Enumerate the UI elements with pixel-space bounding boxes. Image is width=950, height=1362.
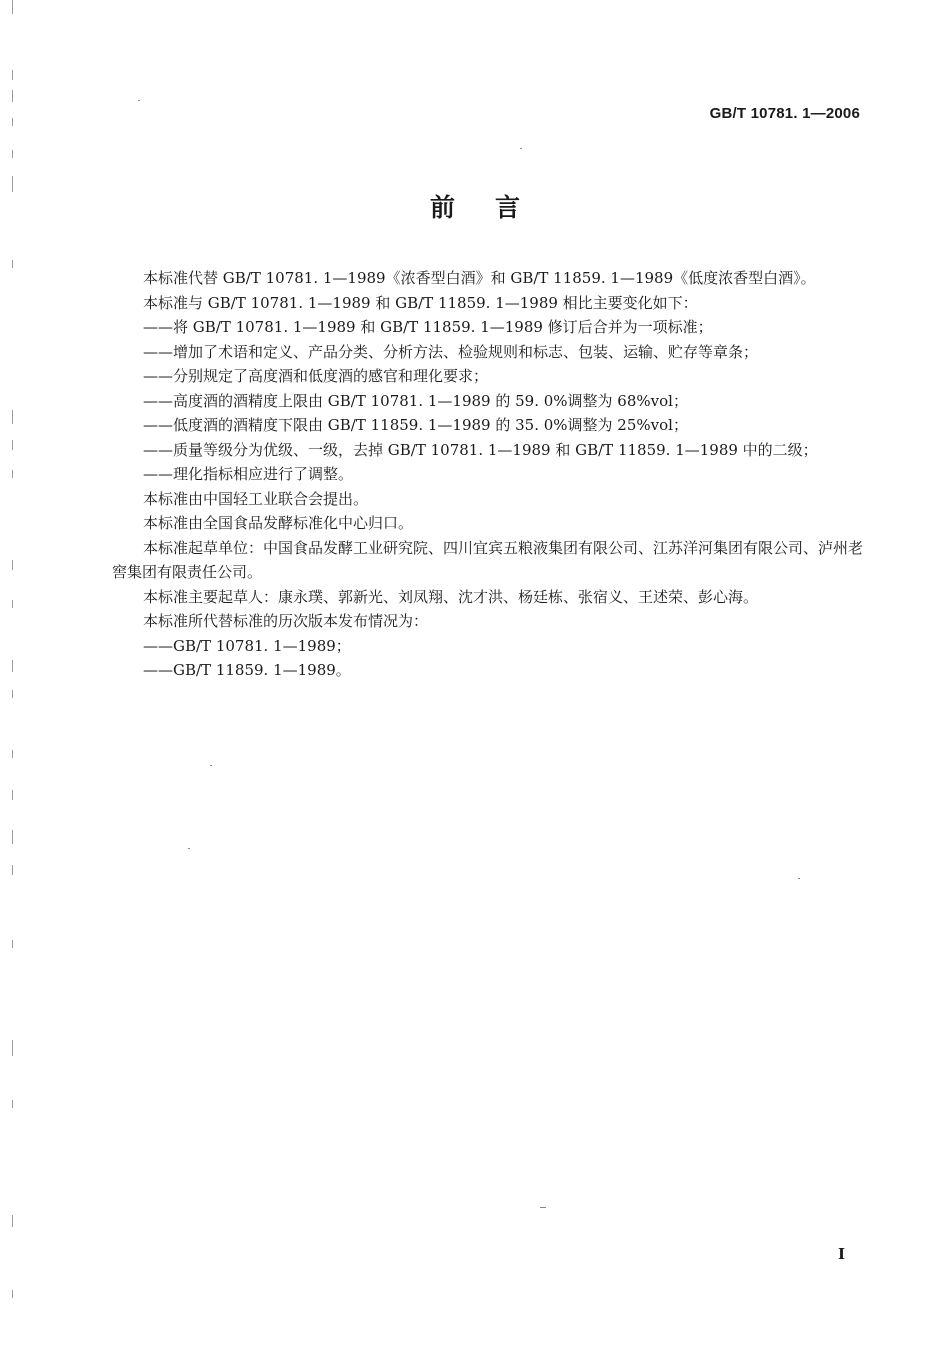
paragraph: 本标准与 GB/T 10781. 1—1989 和 GB/T 11859. 1—1989 相比主要变化如下：	[143, 293, 698, 312]
page-number: I	[837, 1245, 845, 1263]
foreword-body	[112, 266, 864, 683]
paragraph: 本标准起草单位：中国食品发酵工业研究院、四川宜宾五粮液集团有限公司、江苏洋河集团有限公司、泸州老窖集团有限责任公司。	[112, 538, 864, 581]
paragraph: 本标准所代替标准的历次版本发布情况为：	[143, 612, 429, 630]
list-item: ——GB/T 10781. 1—1989；	[143, 636, 351, 655]
scan-speck	[540, 1207, 546, 1208]
paragraph: 本标准主要起草人：康永璞、郭新光、刘凤翔、沈才洪、杨廷栋、张宿义、王述荣、彭心海。	[143, 587, 759, 606]
list-item: ——高度酒的酒精度上限由 GB/T 10781. 1—1989 的 59. 0%调整为 68%vol；	[143, 391, 688, 410]
scan-speck	[210, 765, 212, 766]
list-item: ——GB/T 11859. 1—1989。	[143, 661, 351, 679]
list-item: ——理化指标相应进行了调整。	[143, 465, 354, 483]
standard-number: GB/T 10781. 1—2006	[709, 105, 860, 122]
scan-speck	[520, 148, 522, 149]
list-item: ——质量等级分为优级、一级，去掉 GB/T 10781. 1—1989 和 GB/T 11859. 1—1989 中的二级；	[143, 440, 818, 459]
list-item: ——增加了术语和定义、产品分类、分析方法、检验规则和标志、包装、运输、贮存等章条；	[143, 342, 759, 361]
page-title: 前言	[429, 193, 560, 222]
paragraph: 本标准由中国轻工业联合会提出。	[143, 489, 369, 508]
list-item: ——低度酒的酒精度下限由 GB/T 11859. 1—1989 的 35. 0%调整为 25%vol；	[143, 416, 688, 434]
list-item: ——分别规定了高度酒和低度酒的感官和理化要求；	[143, 367, 489, 385]
paragraph: 本标准代替 GB/T 10781. 1—1989《浓香型白酒》和 GB/T 11859. 1—1989《低度浓香型白酒》。	[143, 269, 816, 287]
scan-speck	[188, 848, 190, 849]
paragraph: 本标准由全国食品发酵标准化中心归口。	[143, 514, 414, 532]
scan-speck	[138, 100, 140, 101]
scan-speck	[798, 878, 800, 879]
list-item: ——将 GB/T 10781. 1—1989 和 GB/T 11859. 1—1989 修订后合并为一项标准；	[143, 318, 713, 336]
